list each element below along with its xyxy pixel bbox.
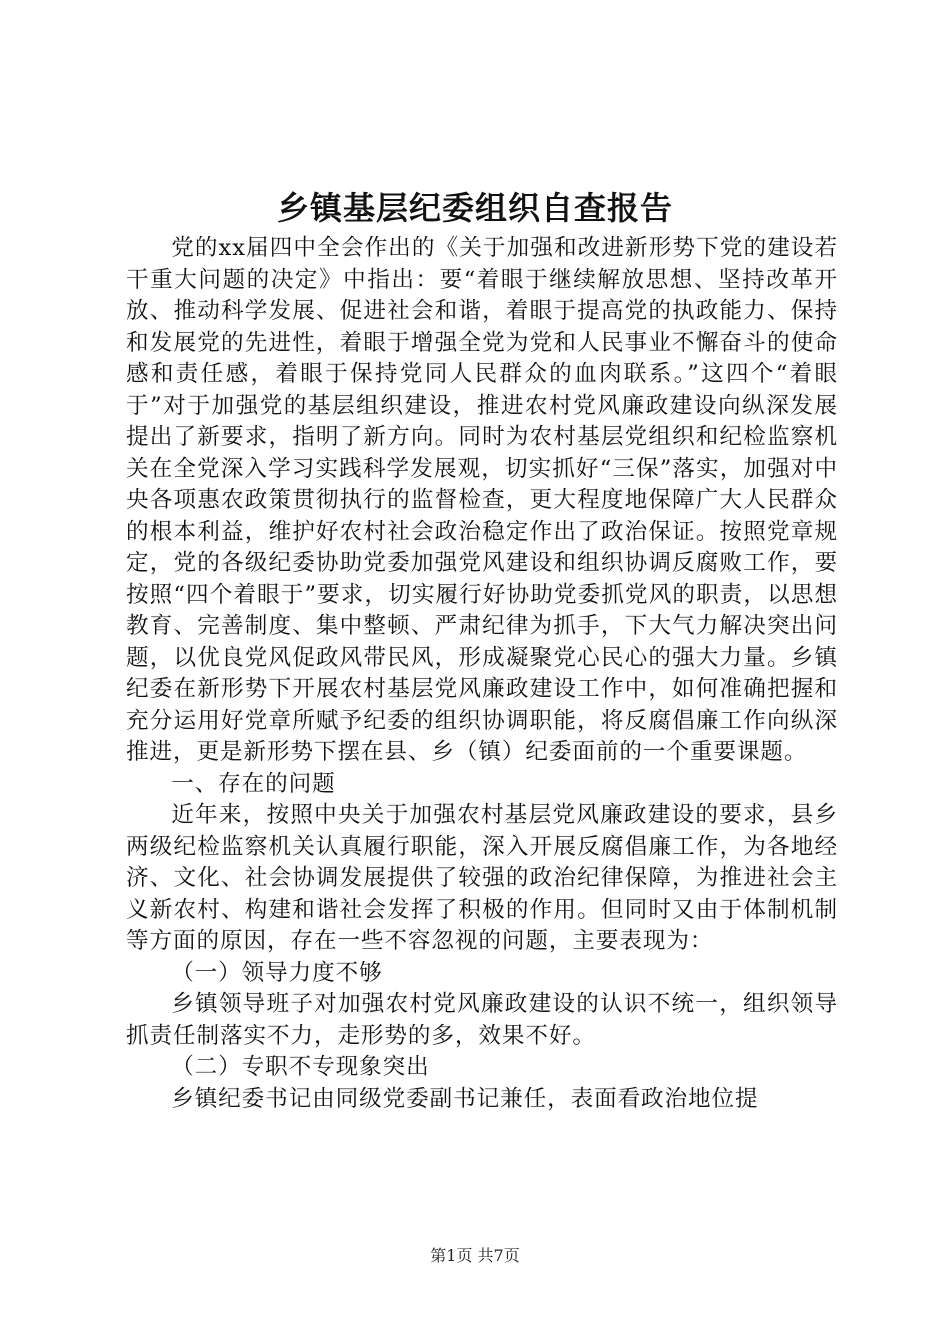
section-heading-problems: 一、存在的问题 bbox=[171, 770, 336, 797]
paragraph-intro: 党的xx届四中全会作出的《关于加强和改进新形势下党的建设若干重大问题的决定》中指出：要“着眼于继续解放思想、坚持改革开放、推动科学发展、促进社会和谐，着眼于提高党的执政能力、保持和发展党的先进性，着眼于增强全党为党和人民事业不懈奋斗的使命感和责任感，着眼于保持党同人民群众的血肉联系。”这四个“着眼于”对于加强党的基层组织建设，推进农村党风廉政建设向纵深发展提出了新要求，指明了新方向。同时为农村基层党组织和纪检监察机关在全党深入学习实践科学发展观，切实抓好“三保”落实，加强对中央各项惠农政策贯彻执行的监督检查，更大程度地保障广大人民群众的根本利益，维护好农村社会政治稳定作出了政治保证。按照党章规定，党的各级纪委协助党委加强党风建设和组织协调反腐败工作，要按照“四个着眼于”要求，切实履行好协助党委抓党风的职责，以思想教育、完善制度、集中整顿、严肃纪律为抓手，下大气力解决突出问题，以优良党风促政风带民风，形成凝聚党心民心的强大力量。乡镇纪委在新形势下开展农村基层党风廉政建设工作中，如何准确把握和充分运用好党章所赋予纪委的组织协调职能，将反腐倡廉工作向纵深推进，更是新形势下摆在县、乡（镇）纪委面前的一个重要课题。 bbox=[126, 235, 838, 765]
paragraph-full-time: 乡镇纪委书记由同级党委副书记兼任，表面看政治地位提 bbox=[171, 1085, 759, 1112]
document-title: 乡镇基层纪委组织自查报告 bbox=[276, 189, 673, 227]
paragraph-problems: 近年来，按照中央关于加强农村基层党风廉政建设的要求，县乡两级纪检监察机关认真履行职能，深入开展反腐倡廉工作，为各地经济、文化、社会协调发展提供了较强的政治纪律保障，为推进社会主义新农村、构建和谐社会发挥了积极的作用。但同时又由于体制机制等方面的原因，存在一些不容忽视的问题，主要表现为： bbox=[126, 802, 838, 954]
paragraph-leadership: 乡镇领导班子对加强农村党风廉政建设的认识不统一，组织领导抓责任制落实不力，走形势的多，效果不好。 bbox=[126, 991, 838, 1049]
page-number-footer: 第1页 共7页 bbox=[430, 1246, 520, 1265]
subheading-full-time: （二）专职不专现象突出 bbox=[171, 1054, 430, 1080]
document-body bbox=[126, 233, 838, 1115]
subheading-leadership: （一）领导力度不够 bbox=[171, 959, 383, 986]
